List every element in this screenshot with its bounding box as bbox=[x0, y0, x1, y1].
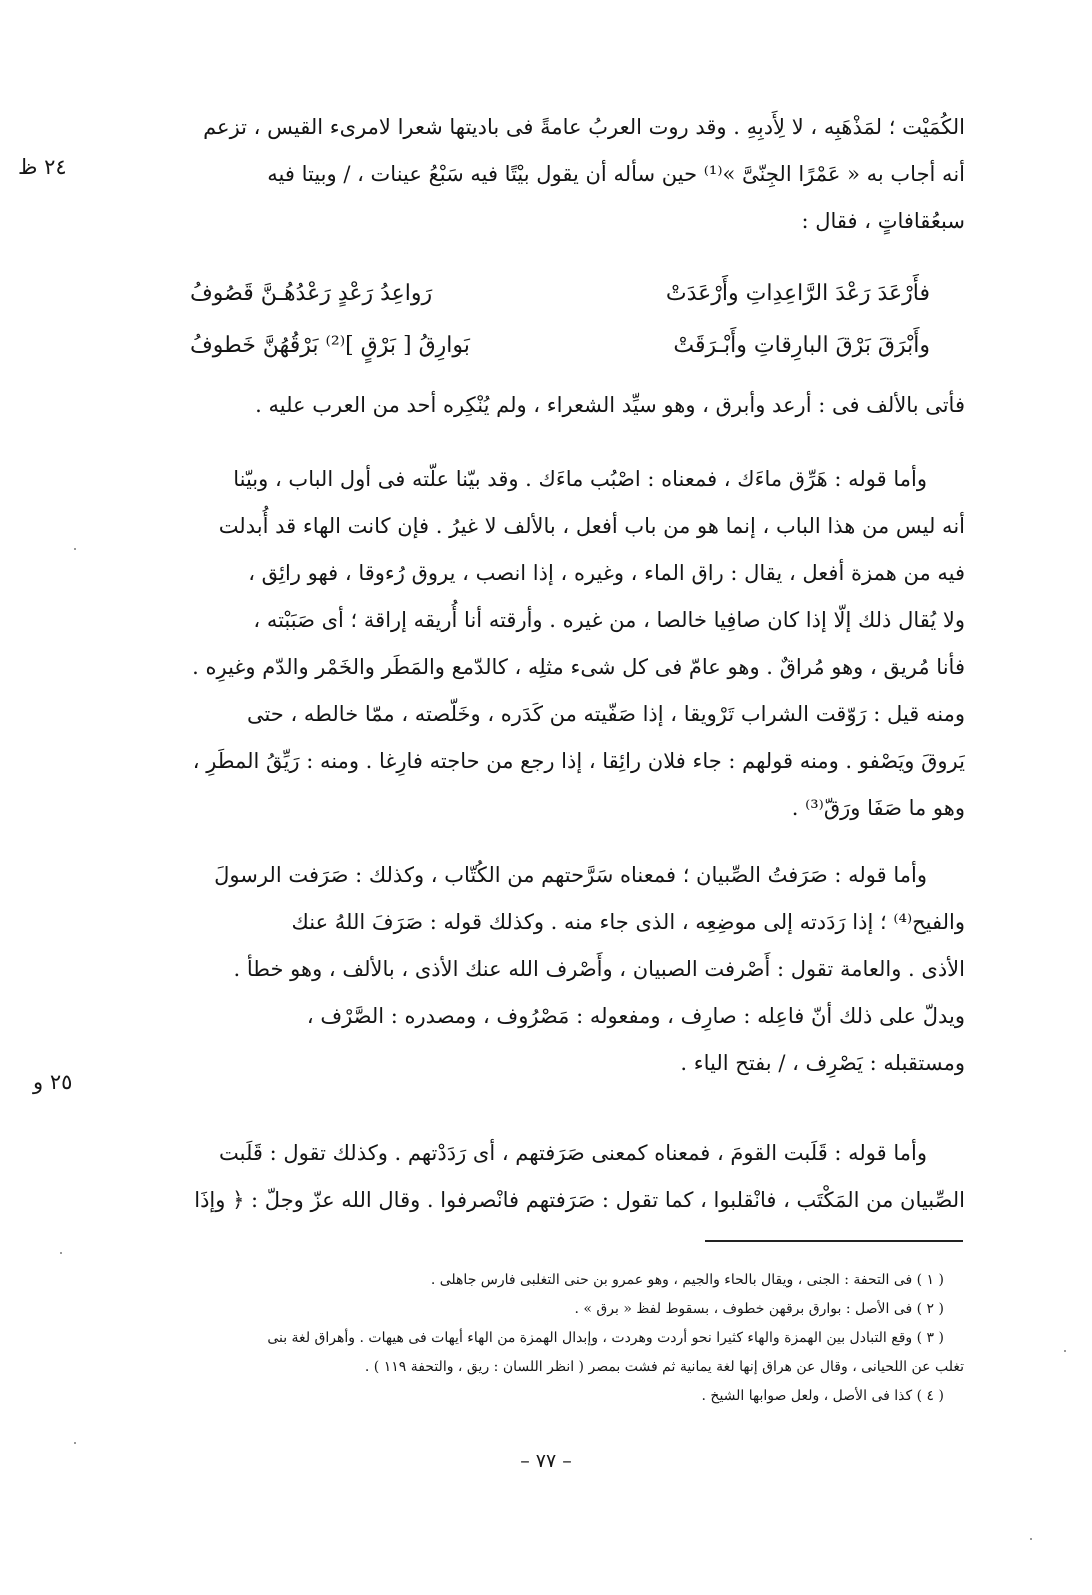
page-number: – ٧٧ – bbox=[520, 1450, 572, 1472]
footnote-continuation: تغلب عن اللحيانى ، وقال عن هراق إنها لغة يمانية ثم فشت بمصر ( انظر اللسان : ريق ، والتحفة ١١٩ ) . bbox=[364, 1359, 964, 1375]
text-line: يَروقَ ويَصْفو . ومنه قولهم : جاء فلان رائِقا ، إذا رجع من حاجته فارِغا . ومنه : رَيِّقُ المطَرِ ، bbox=[192, 749, 965, 773]
paragraph-qalabt bbox=[125, 1130, 965, 1224]
verse-line bbox=[190, 268, 930, 320]
poem-verses bbox=[190, 268, 930, 372]
paragraph-kumayt bbox=[125, 104, 965, 245]
text-line: الكُمَيْت ؛ لمَذْهَبِه ، لا لِأَدبِهِ . وقد روت العربُ عامةً فى باديتها شعرا لامرىء القيس ، تزعم bbox=[203, 115, 965, 139]
verse-second-hemistich: بَوارِقُ [ بَرْقٍ ]⁽²⁾ بَرْقُهُنَّ خَطوفُ bbox=[190, 333, 470, 358]
verse-first-hemistich: وأَبْرَقَ بَرْقَ البارِقاتِ وأَبْـرَقَتْ bbox=[673, 333, 930, 358]
footnote-divider bbox=[705, 1240, 963, 1242]
text-line: أنه أجاب به « عَمْرًا الجِنّىَّ »⁽¹⁾ حين سأله أن يقول بيْتًا فيه سَبْعُ عينات ، / وبيتا فيه bbox=[267, 162, 965, 186]
footnote: ( ٣ ) وقع التبادل بين الهمزة والهاء كثيرا نحو أردت وهردت ، وإبدال الهمزة من الهاء أيهات فى هيهات . وأهراق لغة بنى bbox=[267, 1330, 944, 1346]
text-line: ومنه قيل : رَوّقت الشراب تَرْويقا ، إذا صَفّيته من كَدَره ، وخَلّصته ، ممّا خالطه ، حتى bbox=[246, 702, 965, 726]
margin-folio-note: ٢٤ ظ bbox=[18, 155, 67, 179]
text-line: ومستقبله : يَصْرِف ، / بفتح الياء . bbox=[680, 1051, 965, 1075]
text-line: سبعُقافاتٍ ، فقال : bbox=[801, 209, 965, 233]
verse-second-hemistich: رَواعِدُ رَعْدٍ رَعْدُهُـنَّ قَصُوفُ bbox=[190, 281, 433, 306]
paragraph-harriq bbox=[125, 456, 965, 832]
text-line: وأما قوله : قَلَبت القومَ ، فمعناه كمعنى صَرَفتهم ، أى رَدَدْتهم . وكذلك تقول : قَلَبت bbox=[218, 1141, 927, 1165]
footnote: ( ٢ ) فى الأصل : بوارق برقهن خطوف ، بسقوط لفظ « برق » . bbox=[574, 1301, 944, 1317]
text-line: فأنا مُريق ، وهو مُراقٌ . وهو عامّ فى كل شىء مثلِه ، كالدّمع والمَطَر والخَمْر والدّم وغيرِه . bbox=[192, 655, 965, 679]
text-line: فأتى بالألف فى : أرعد وأبرق ، وهو سيِّد الشعراء ، ولم يُنْكِره أحد من العرب عليه . bbox=[255, 393, 965, 417]
text-line: والفيح⁽⁴⁾ ؛ إذا رَدَدته إلى موضِعِه ، الذى جاء منه . وكذلك قوله : صَرَفَ اللهُ عنك bbox=[291, 910, 965, 934]
text-line: وأما قوله : صَرَفتُ الصِّبيان ؛ فمعناه سَرَّحتهم من الكُتّاب ، وكذلك : صَرَفت الرسولَ bbox=[214, 863, 927, 887]
verse-first-hemistich: فأَرْعَدَ رَعْدَ الرَّاعِدِاتِ وأَرْعَدَتْ bbox=[665, 281, 930, 306]
footnote: ( ١ ) فى التحفة : الجنى ، ويقال بالحاء والجيم ، وهو عمرو بن حنى التغلبى فارس جاهلى . bbox=[430, 1272, 944, 1288]
text-line: أنه ليس من هذا الباب ، إنما هو من باب أفعل ، بالألف لا غيرُ . فإن كانت الهاء قد أُبدلت bbox=[218, 514, 965, 538]
scan-speck bbox=[1064, 1350, 1066, 1352]
text-line: ويدلّ على ذلك أنّ فاعِله : صارِف ، ومفعوله : مَصْرُوف ، ومصدره : الصَّرْف ، bbox=[306, 1004, 965, 1028]
scan-speck bbox=[60, 1252, 62, 1254]
paragraph-arad-abraq bbox=[125, 382, 965, 429]
text-line: الصِّبيان من المَكْتَب ، فانْقلبوا ، كما تقول : صَرَفتهم فانْصرفوا . وقال الله عزّ وجلّ : ﴿ وإذَا bbox=[194, 1188, 965, 1212]
scan-speck bbox=[1030, 1538, 1032, 1540]
footnotes bbox=[128, 1266, 964, 1411]
scan-speck bbox=[74, 1442, 76, 1444]
text-line: وهو ما صَفَا ورَقّ⁽³⁾ . bbox=[791, 796, 965, 820]
margin-folio-note: ٢٥ و bbox=[33, 1070, 73, 1094]
verse-line bbox=[190, 320, 930, 372]
text-line: وأما قوله : هَرِّق ماءَك ، فمعناه : اصْبُب ماءَك . وقد بيّنا علّته فى أول الباب ، وبيّنا bbox=[233, 467, 927, 491]
text-line: ولا يُقال ذلك إلّا إذا كان صافِيا خالصا ، من غيره . وأرقته أنا أُريقه إراقة ؛ أى صَبَبْته ، bbox=[253, 608, 965, 632]
paragraph-sarafat bbox=[125, 852, 965, 1087]
text-line: الأذى . والعامة تقول : أَصْرفت الصبيان ، وأَصْرف الله عنك الأذى ، بالألف ، وهو خطأ . bbox=[233, 957, 965, 981]
footnote: ( ٤ ) كذا فى الأصل ، ولعل صوابها الشيخ . bbox=[701, 1388, 944, 1404]
text-line: فيه من همزة أفعل ، يقال : راق الماء ، وغيره ، إذا انصب ، يروق رُءوقا ، فهو رائِق ، bbox=[248, 561, 965, 585]
scan-speck bbox=[74, 548, 76, 550]
